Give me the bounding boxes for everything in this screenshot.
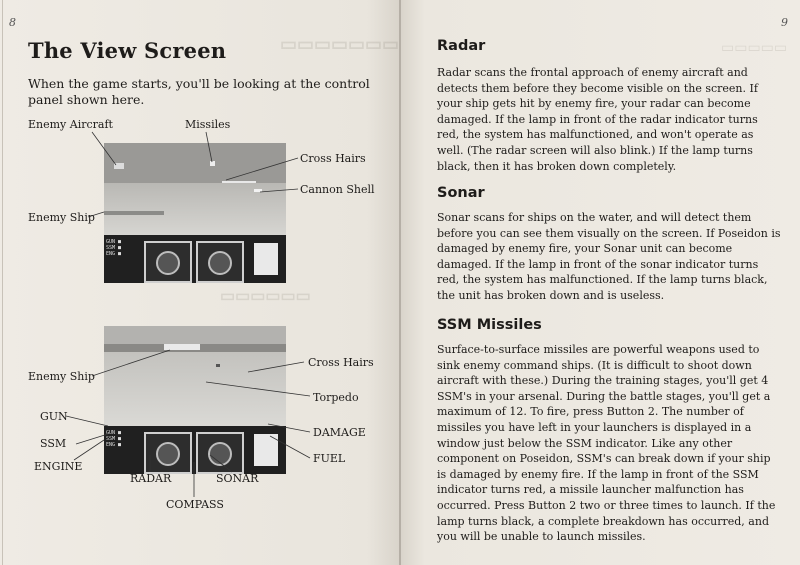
label-compass: COMPASS — [166, 498, 224, 511]
label-fuel: FUEL — [313, 452, 346, 465]
label-enemy-ship: Enemy Ship — [28, 211, 95, 224]
label-enemy-aircraft: Enemy Aircraft — [28, 118, 113, 131]
label-torpedo: Torpedo — [313, 391, 359, 404]
page-title: The View Screen — [28, 38, 227, 63]
label-cross-hairs: Cross Hairs — [308, 356, 374, 369]
label-engine: ENGINE — [34, 460, 83, 473]
right-page — [401, 0, 800, 565]
section-body: Radar scans the frontal approach of enemy aircraft and detects them before they become visible on the screen. If your ship gets hit by enemy fire, your radar can become damaged. If the lamp in front of the radar indicator turns red, the system has malfunctioned, and won't operate as well. (The radar screen will also blink.) If the lamp turns black, then it has broken down completely. — [437, 66, 758, 173]
label-ssm: SSM — [40, 437, 67, 450]
control-panel: GUN ■ SSM ■ ENG ■ — [104, 235, 286, 283]
section-heading: Sonar — [437, 185, 485, 201]
bleed-through-text: ▭▭▭▭▭▭ — [220, 288, 311, 305]
section-body: Surface-to-surface missiles are powerful weapons used to sink enemy command ships. (It is difficult to shoot down aircraft with these.) During the training stages, you'll get 4 SSM's in your arsenal. During the battle stages, you'll get a maximum of 12. To fire, press Button 2. The number of missiles you have left in your launchers is displayed in a window just below the SSM indicator. Like any other component on Poseidon, SSM's can break down if your ship is damaged by enemy fire. If the lamp in front of the SSM indicator turns red, a missile launcher malfunction has occurred. Press Button 2 two or three times to launch. If the lamp turns black, a complete breakdown has occurred, and you will be unable to launch missiles. — [437, 343, 776, 544]
label-radar: RADAR — [130, 472, 172, 485]
label-sonar: SONAR — [216, 472, 259, 485]
left-page-number: 8 — [9, 16, 16, 29]
bleed-through-text: ▭▭▭▭▭ — [721, 41, 788, 56]
section-body: Sonar scans for ships on the water, and will detect them before you can see them visually on the screen. If Poseidon is damaged by enemy fire, your Sonar unit can become damaged. If the lamp in front of the sonar indicator turns red, the system has malfunctioned. If the lamp turns black, the unit has broken down and is useless. — [437, 211, 781, 302]
label-missiles: Missiles — [185, 118, 231, 131]
label-cannon-shell: Cannon Shell — [300, 183, 375, 196]
section-heading: SSM Missiles — [437, 317, 542, 333]
label-gun: GUN — [40, 410, 68, 423]
label-cross-hairs: Cross Hairs — [300, 152, 366, 165]
section-heading: Radar — [437, 38, 486, 54]
label-enemy-ship: Enemy Ship — [28, 370, 95, 383]
callout-lines — [0, 0, 399, 565]
bleed-through-text: ▭▭▭▭▭▭▭ — [280, 34, 399, 54]
control-panel: GUN ■ SSM ■ ENG ■ — [104, 426, 286, 474]
intro-paragraph: When the game starts, you'll be looking at the control panel shown here. — [28, 76, 370, 107]
left-page — [0, 0, 399, 565]
right-page-number: 9 — [781, 16, 788, 29]
label-damage: DAMAGE — [313, 426, 366, 439]
